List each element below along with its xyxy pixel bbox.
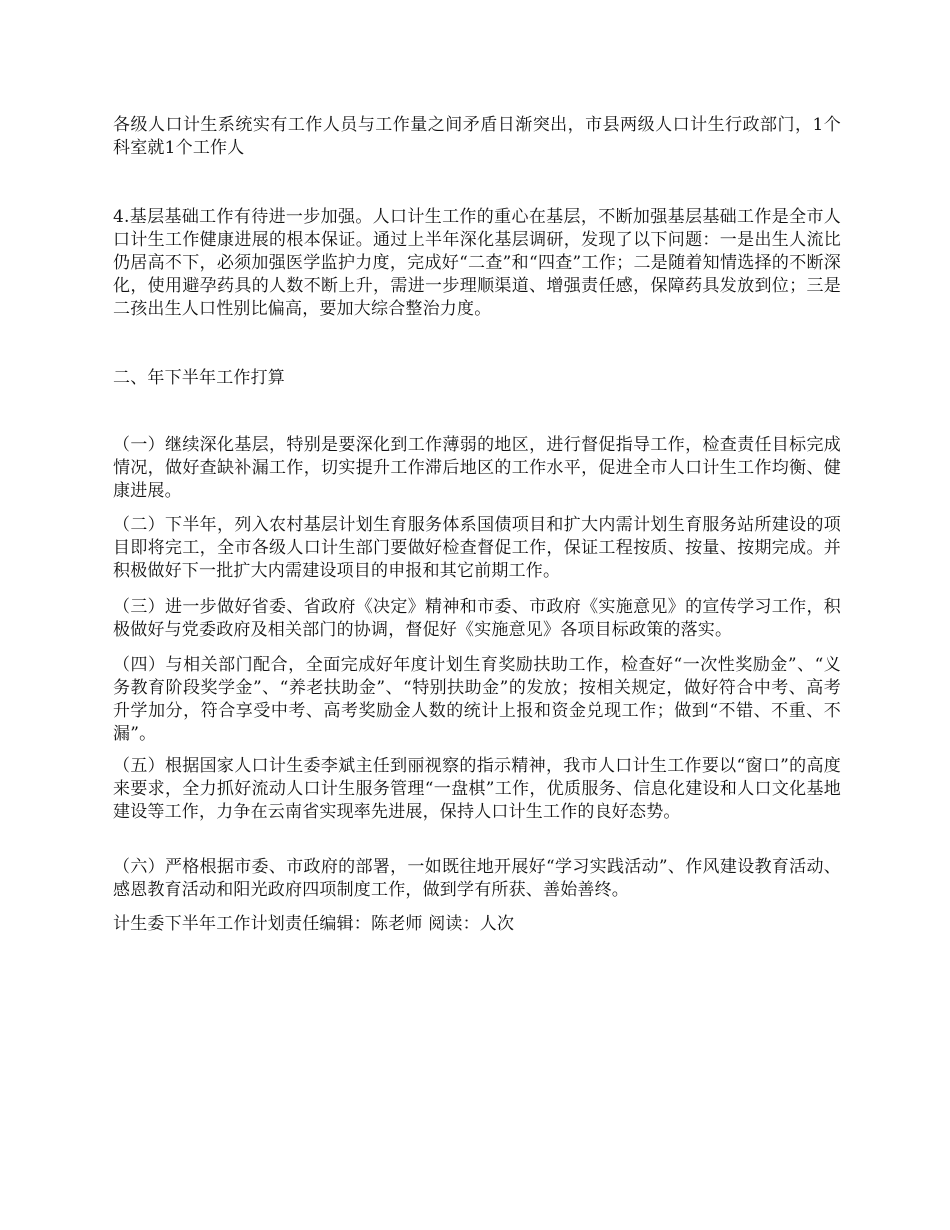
paragraph-item-4: （四）与相关部门配合，全面完成好年度计划生育奖励扶助工作，检查好“一次性奖励金”、“义务教育阶段奖学金”、“养老扶助金”、“特别扶助金”的发放；按相关规定，做好符合中考、高考升学加分，符合享受中考、高考奖励金人数的统计上报和资金兑现工作；做到“不错、不重、不漏”。	[113, 655, 841, 744]
paragraph-grassroots-work: 4.基层基础工作有待进一步加强。人口计生工作的重心在基层，不断加强基层基础工作是全市人口计生工作健康进展的根本保证。通过上半年深化基层调研，发现了以下问题：一是出生人流比仍居高不下，必须加强医学监护力度，完成好“二查”和“四查”工作；二是随着知情选择的不断深化，使用避孕药具的人数不断上升，需进一步理顺渠道、增强责任感，保障药具发放到位；三是二孩出生人口性别比偏高，要加大综合整治力度。	[113, 207, 841, 319]
paragraph-staffing: 各级人口计生系统实有工作人员与工作量之间矛盾日渐突出，市县两级人口计生行政部门，1个科室就1个工作人	[113, 115, 841, 158]
paragraph-item-2: （二）下半年，列入农村基层计划生育服务体系国债项目和扩大内需计划生育服务站所建设的项目即将完工，全市各级人口计生部门要做好检查督促工作，保证工程按质、按量、按期完成。并积极做好下一批扩大内需建设项目的申报和其它前期工作。	[113, 515, 841, 581]
paragraph-item-6: （六）严格根据市委、市政府的部署，一如既往地开展好“学习实践活动”、作风建设教育活动、感恩教育活动和阳光政府四项制度工作，做到学有所获、善始善终。	[113, 857, 841, 900]
section-heading-second-half-plan: 二、年下半年工作打算	[113, 368, 285, 388]
paragraph-item-5: （五）根据国家人口计生委李斌主任到丽视察的指示精神，我市人口计生工作要以“窗口”的高度来要求，全力抓好流动人口计生服务管理“一盘棋”工作，优质服务、信息化建设和人口文化基地建设等工作，力争在云南省实现率先进展，保持人口计生工作的良好态势。	[113, 756, 841, 822]
editor-footer: 计生委下半年工作计划责任编辑：陈老师 阅读：人次	[113, 914, 515, 934]
paragraph-item-3: （三）进一步做好省委、省政府《决定》精神和市委、市政府《实施意见》的宣传学习工作，积极做好与党委政府及相关部门的协调，督促好《实施意见》各项目标政策的落实。	[113, 597, 841, 640]
paragraph-item-1: （一）继续深化基层，特别是要深化到工作薄弱的地区，进行督促指导工作，检查责任目标完成情况，做好查缺补漏工作，切实提升工作滞后地区的工作水平，促进全市人口计生工作均衡、健康进展。	[113, 435, 841, 501]
